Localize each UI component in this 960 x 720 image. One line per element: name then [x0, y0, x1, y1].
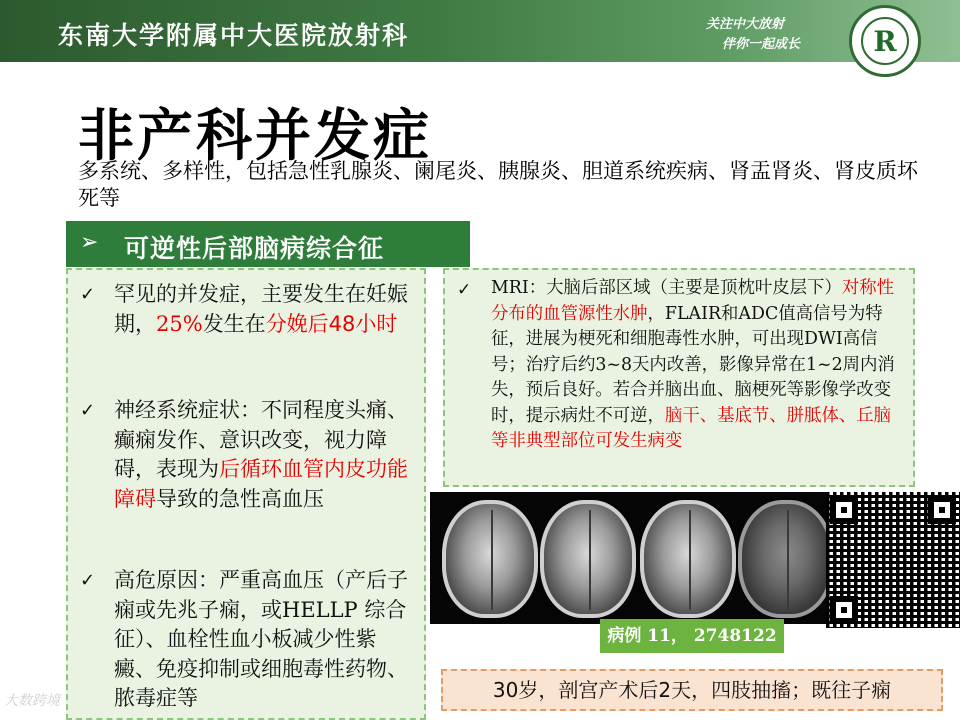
mri-slice-1: [442, 500, 538, 618]
logo-glyph: R: [873, 25, 897, 58]
text-run: MRI：大脑后部区域（主要是顶枕叶皮层下）: [491, 278, 842, 298]
check-icon: ✓: [457, 280, 472, 300]
case-number: 11， 2748122: [647, 626, 777, 646]
header-bar: [0, 0, 960, 62]
hospital-name: 东南大学附属中大医院放射科: [58, 21, 410, 50]
bullet-text: [80, 396, 410, 514]
check-icon: ✓: [80, 400, 96, 421]
motto-line-2: 伴你一起成长: [722, 37, 801, 52]
text-run: HELLP: [282, 597, 358, 622]
slide-title: 非产科并发症: [78, 104, 432, 169]
mri-panel: [443, 268, 915, 487]
text-run: 高危原因：严重高血压（产后子痫或先兆子痫，或: [114, 568, 408, 622]
bullet-risk-factors: [80, 566, 410, 714]
highlight-edema: 对称性分布的血管源性水肿: [491, 278, 894, 324]
mri-slice-2: [540, 500, 636, 618]
bullet-rarity: [80, 280, 410, 339]
highlight-timing: 分娩后48小时: [265, 311, 398, 336]
text-run: 罕见的并发症，主要发生在妊娠期，: [114, 282, 408, 336]
mri-image-strip: [430, 492, 826, 624]
qr-finder: [830, 496, 858, 524]
text-run: 神经系统症状：不同程度头痛、癫痫发作、意识改变，视力障碍，表现为: [114, 398, 408, 481]
section-heading: [66, 221, 470, 267]
hospital-logo: [849, 5, 921, 77]
bullet-text: [80, 280, 410, 339]
text-run: 综合征）、血栓性血小板减少性紫癜、免疫抑制或细胞毒性药物、脓毒症等: [114, 597, 408, 710]
case-label: [600, 619, 784, 653]
text-run: ，FLAIR和ADC值高信号为特征，进展为梗死和细胞毒性水肿，可出现DWI高信号；治疗后约3~8天内改善，影像异常在1~2周内消失，预后良好。若合并脑出血、脑梗死等影像学改变时，提示病灶不可逆，: [491, 303, 895, 426]
watermark: 大数跨境: [4, 693, 60, 709]
highlight-mechanism: 后循环血管内皮功能障碍: [114, 457, 408, 511]
bullet-text: [80, 566, 410, 714]
slide-subtitle: 多系统、多样性，包括急性乳腺炎、阑尾炎、胰腺炎、胆道系统疾病、肾盂肾炎、肾皮质坏死等: [78, 159, 918, 210]
highlight-percent: 25%: [156, 311, 203, 336]
mri-description: [457, 276, 905, 455]
mri-body: [457, 276, 905, 455]
arrow-bullet-icon: ➢: [80, 230, 99, 255]
case-label-text: 病例: [607, 626, 642, 646]
bullet-symptoms: [80, 396, 410, 514]
left-panel: [66, 268, 426, 720]
logo-ring: [861, 17, 909, 65]
mri-slice-4: [738, 500, 834, 618]
motto-line-1: 关注中大放射: [706, 17, 785, 32]
section-title: 可逆性后部脑病综合征: [124, 234, 385, 263]
case-description: 30岁，剖宫产术后2天，四肢抽搐；既往子痫: [441, 669, 943, 711]
qr-code: [826, 492, 960, 628]
text-run: 发生在: [202, 311, 266, 336]
check-icon: ✓: [80, 284, 96, 305]
check-icon: ✓: [80, 570, 96, 591]
header-motto: [706, 15, 826, 55]
text-run: 导致的急性高血压: [156, 486, 324, 511]
qr-finder: [928, 496, 956, 524]
mri-slice-3: [640, 500, 736, 618]
qr-finder: [830, 596, 858, 624]
highlight-atypical-sites: 脑干、基底节、胼胝体、丘脑等非典型部位可发生病变: [491, 405, 892, 451]
